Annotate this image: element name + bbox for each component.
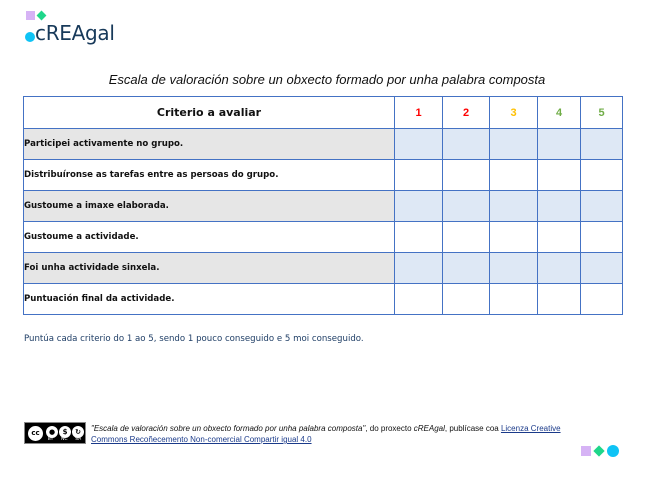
score-cell-3[interactable] [490,284,538,315]
table-row [24,284,623,315]
score-cell-5[interactable] [581,284,623,315]
license-text [91,423,591,445]
logo-diamond-icon [37,11,47,21]
score-cell-2[interactable] [443,284,490,315]
criterion-label: Foi unha actividade sinxela. [24,253,395,284]
cc-license-badge[interactable] [24,422,86,444]
logo-square-icon [26,11,35,20]
score-cell-5[interactable] [581,253,623,284]
noncommercial-icon: $ [58,425,72,439]
criterion-label: Puntuación final da actividade. [24,284,395,315]
scoring-instructions: Puntúa cada criterio do 1 ao 5, sendo 1 pouco conseguido e 5 moi conseguido. [24,334,364,344]
criterion-column-header: Criterio a avaliar [24,97,395,129]
evaluation-table [23,96,623,315]
score-cell-1[interactable] [395,129,443,160]
score-cell-4[interactable] [538,129,581,160]
score-cell-5[interactable] [581,222,623,253]
table-row [24,160,623,191]
brand-shapes-footer [581,444,621,458]
table-row [24,191,623,222]
diamond-icon [593,445,604,456]
score-cell-4[interactable] [538,253,581,284]
circle-icon [607,445,619,457]
score-cell-4[interactable] [538,284,581,315]
page-title: Escala de valoración sobre un obxecto formado por unha palabra composta [108,72,546,87]
tag-sa: SA [75,437,82,442]
score-cell-4[interactable] [538,160,581,191]
score-cell-2[interactable] [443,191,490,222]
score-cell-2[interactable] [443,129,490,160]
score-cell-5[interactable] [581,160,623,191]
score-header-5: 5 [581,97,623,129]
score-cell-2[interactable] [443,222,490,253]
score-cell-1[interactable] [395,160,443,191]
score-cell-3[interactable] [490,253,538,284]
criterion-label: Gustoume a actividade. [24,222,395,253]
score-cell-4[interactable] [538,222,581,253]
license-link[interactable]: Licenza Creative Commons Recoñecemento Non-comercial Compartir igual 4.0 [91,424,561,444]
logo-wordmark: cREAgal [35,21,115,45]
score-cell-3[interactable] [490,222,538,253]
criterion-label: Gustoume a imaxe elaborada. [24,191,395,222]
score-cell-3[interactable] [490,191,538,222]
score-header-2: 2 [443,97,490,129]
cc-badge-tags [44,437,85,443]
score-cell-3[interactable] [490,129,538,160]
license-project-name: cREAgal [413,424,445,433]
license-mid-text: , do proxecto [365,424,414,433]
square-icon [581,446,591,456]
logo-circle-icon [25,32,35,42]
score-cell-3[interactable] [490,160,538,191]
license-work-title: "Escala de valoración sobre un obxecto formado por unha palabra composta" [91,424,366,433]
table-row [24,253,623,284]
score-header-3: 3 [490,97,538,129]
score-cell-1[interactable] [395,191,443,222]
score-cell-1[interactable] [395,284,443,315]
tag-by: BY [47,437,54,442]
license-tail-text: , publícase coa [444,424,501,433]
score-cell-1[interactable] [395,253,443,284]
attribution-icon: ● [45,425,59,439]
cc-icon: cc [27,425,44,442]
score-cell-5[interactable] [581,191,623,222]
creagal-logo [23,9,133,45]
score-cell-2[interactable] [443,160,490,191]
sharealike-icon: ↻ [71,425,85,439]
score-header-1: 1 [395,97,443,129]
score-cell-2[interactable] [443,253,490,284]
tag-nc: NC [61,437,68,442]
criterion-label: Distribuíronse as tarefas entre as persoas do grupo. [24,160,395,191]
score-cell-1[interactable] [395,222,443,253]
score-cell-4[interactable] [538,191,581,222]
criterion-label: Participei activamente no grupo. [24,129,395,160]
score-header-4: 4 [538,97,581,129]
table-row [24,222,623,253]
table-header-row [24,97,623,129]
table-row [24,129,623,160]
score-cell-5[interactable] [581,129,623,160]
